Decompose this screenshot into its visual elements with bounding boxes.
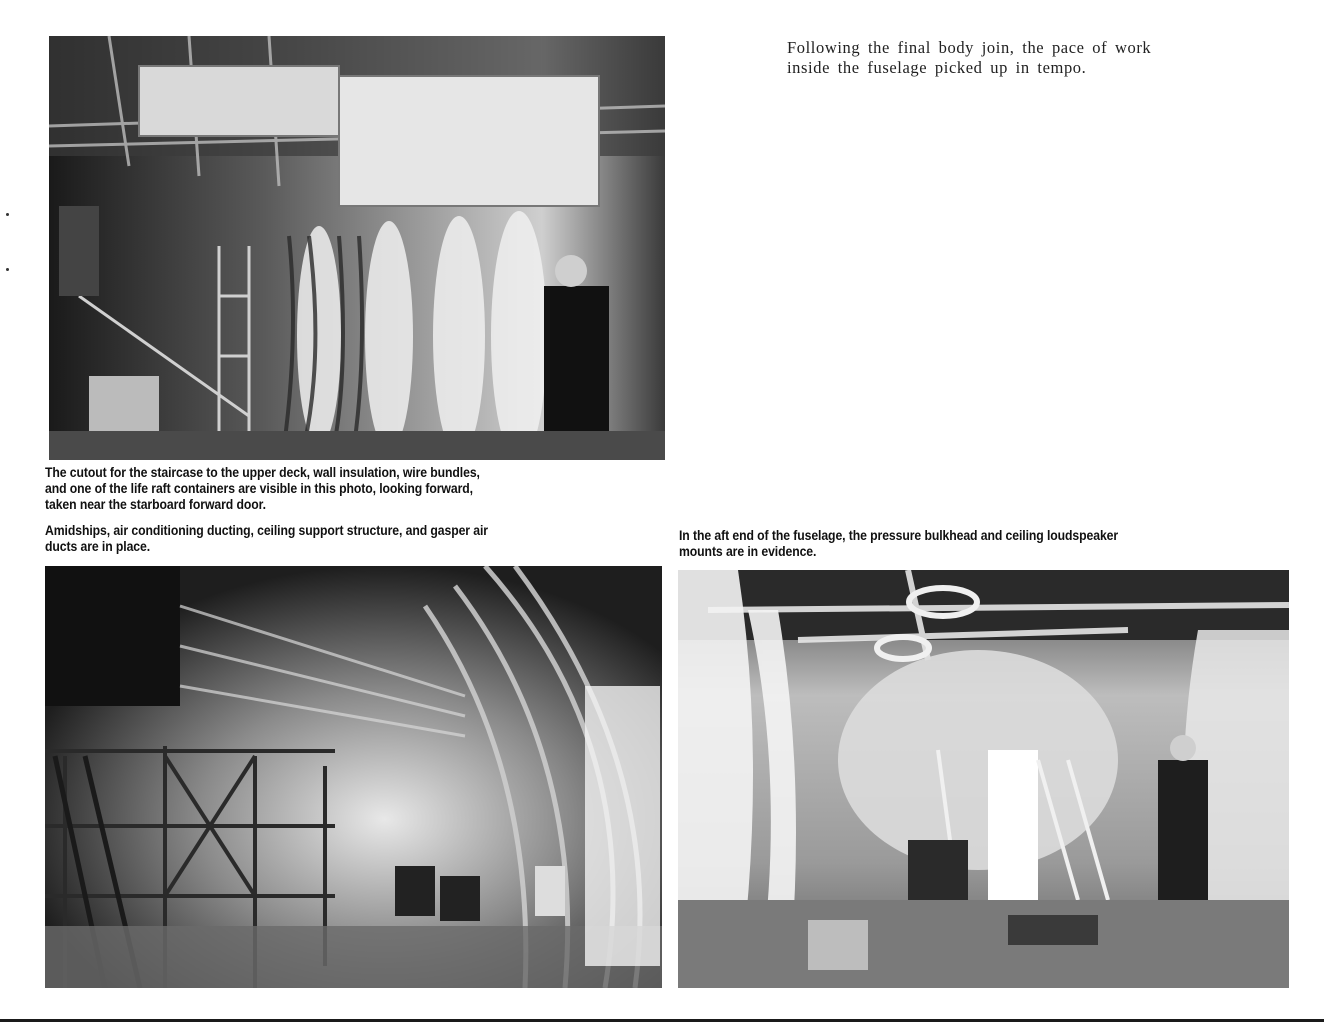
page-edge-mark-upper: [6, 213, 9, 216]
photo-aft-bulkhead-image: [678, 570, 1289, 988]
intro-text-line-1: Following the final body join, the pace of work: [787, 38, 1152, 57]
photo-forward-staircase-image: [49, 36, 665, 460]
caption-forward-staircase-line-1: The cutout for the staircase to the upper deck, wall insulation, wire bundles,: [45, 465, 480, 480]
caption-amidships-line-2: ducts are in place.: [45, 539, 151, 554]
page-edge-mark-lower: [6, 268, 9, 271]
caption-amidships-line-1: Amidships, air conditioning ducting, ceiling support structure, and gasper air: [45, 523, 488, 538]
caption-aft-bulkhead-line-2: mounts are in evidence.: [679, 544, 817, 559]
caption-aft-bulkhead: [679, 528, 1228, 560]
caption-forward-staircase-line-3: taken near the starboard forward door.: [45, 497, 266, 512]
photo-forward-staircase: [49, 36, 665, 460]
photo-amidships-image: [45, 566, 662, 988]
intro-text-line-2: inside the fuselage picked up in tempo.: [787, 58, 1087, 77]
intro-text: [787, 38, 1207, 78]
photo-aft-bulkhead: [678, 570, 1289, 988]
caption-forward-staircase-line-2: and one of the life raft containers are visible in this photo, looking forward,: [45, 481, 473, 496]
caption-aft-bulkhead-line-1: In the aft end of the fuselage, the pressure bulkhead and ceiling loudspeaker: [679, 528, 1119, 543]
caption-amidships: [45, 523, 603, 555]
caption-forward-staircase: [45, 465, 603, 513]
photo-amidships: [45, 566, 662, 988]
